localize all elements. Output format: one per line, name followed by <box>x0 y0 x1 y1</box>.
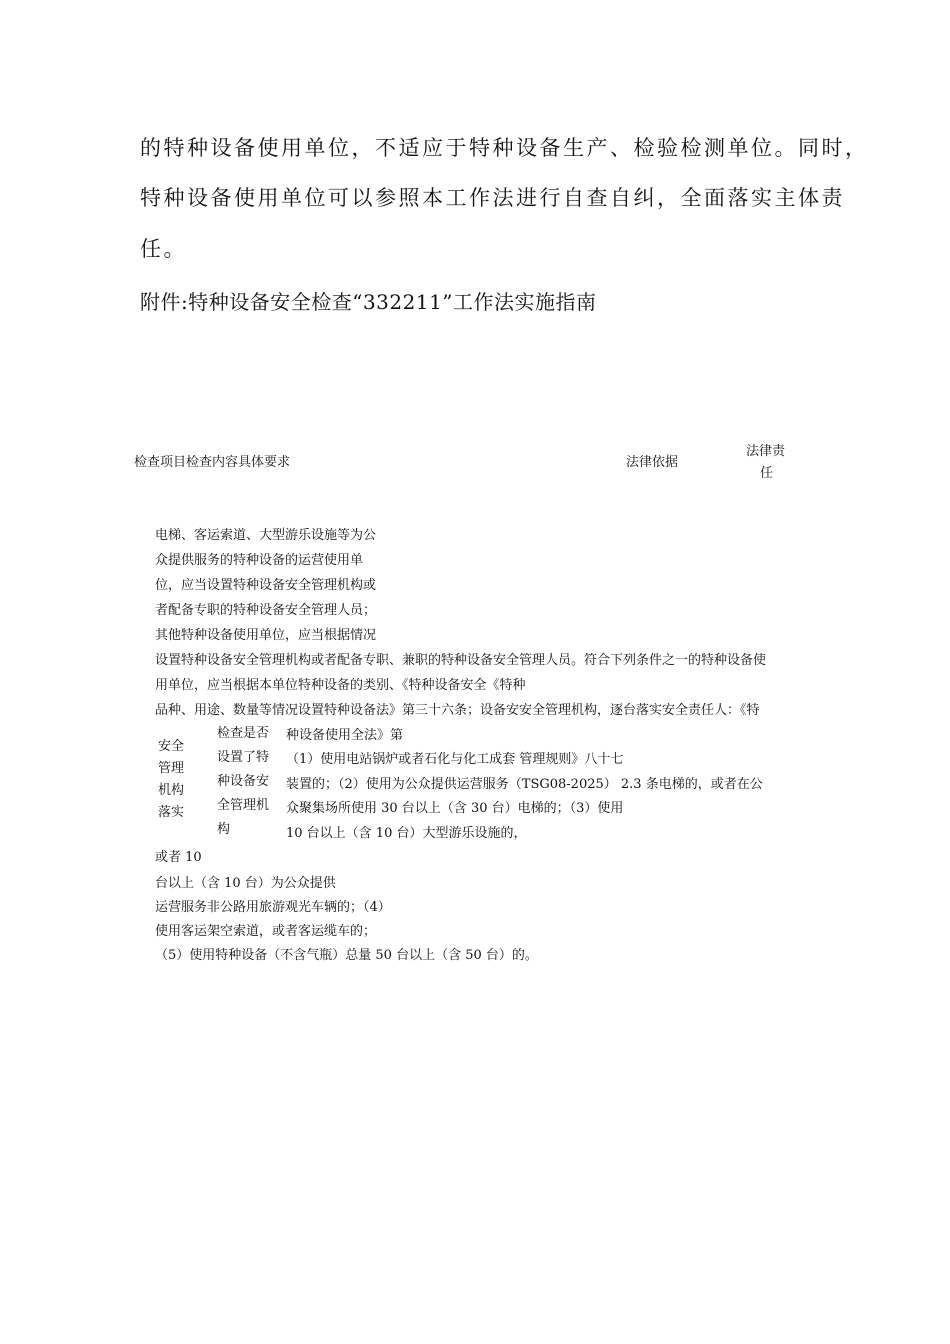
inspection-item-text: 管理 <box>158 761 185 776</box>
inspection-content-text: 构 <box>217 822 231 837</box>
requirement-line-5: 其他特种设备使用单位，应当根据情况 <box>155 628 377 643</box>
requirement-line-3: 位，应当设置特种设备安全管理机构或 <box>155 578 377 593</box>
detail-line-5: 10 台以上（含 10 台）大型游乐设施的， <box>286 826 527 841</box>
table-header-legal-responsibility-2: 任 <box>760 466 774 481</box>
requirement-line-6: 设置特种设备安全管理机构或者配备专职、兼职的特种设备安全管理人员。符合下列条件之一的特种设备使 <box>155 653 767 668</box>
inspection-content-text: 检查是否 <box>217 726 270 741</box>
paragraph-line-3: 任。 <box>140 237 187 261</box>
tail-line-2: 台以上（含 10 台）为公众提供 <box>155 876 336 891</box>
detail-line-3: 装置的；（2）使用为公众提供运营服务（TSG08-2025） 2.3 条电梯的，或者在公 <box>286 777 763 792</box>
inspection-content-text: 设置了特 <box>217 750 270 765</box>
inspection-content-text: 种设备安 <box>217 774 270 789</box>
inspection-item-text: 机构 <box>158 783 185 798</box>
tail-line-3: 运营服务非公路用旅游观光车辆的；（4） <box>155 900 391 915</box>
paragraph-line-2: 特种设备使用单位可以参照本工作法进行自查自纠，全面落实主体责 <box>140 186 845 210</box>
inspection-content-text: 全管理机 <box>217 798 270 813</box>
tail-line-1: 或者 10 <box>155 850 202 865</box>
requirement-line-4: 者配备专职的特种设备安全管理人员； <box>155 603 377 618</box>
table-header-legal-responsibility-1: 法律责 <box>746 444 786 459</box>
attachment-title: 附件:特种设备安全检查“332211”工作法实施指南 <box>140 290 597 314</box>
inspection-item-cell <box>158 736 192 824</box>
inspection-item-text: 安全 <box>158 739 185 754</box>
requirement-line-1: 电梯、客运索道、大型游乐设施等为公 <box>155 528 377 543</box>
detail-line-1: 种设备使用全法》第 <box>286 728 404 743</box>
detail-line-2: （1）使用电站锅炉或者石化与化工成套 管理规则》八十七 <box>286 752 624 767</box>
table-header-items: 检查项目检查内容具体要求 <box>134 455 291 470</box>
tail-line-4: 使用客运架空索道，或者客运缆车的； <box>155 924 377 939</box>
requirement-line-8: 品种、用途、数量等情况设置特种设备法》第三十六条；设备安安全管理机构，逐台落实安全责任人：《特 <box>155 703 760 718</box>
table-header-legal-basis: 法律依据 <box>626 455 679 470</box>
inspection-item-text: 落实 <box>158 805 185 820</box>
requirement-line-7: 用单位，应当根据本单位特种设备的类别、《特种设备安全《特种 <box>155 678 526 693</box>
detail-line-4: 众聚集场所使用 30 台以上（含 30 台）电梯的；（3）使用 <box>286 801 624 816</box>
inspection-content-cell <box>217 722 279 842</box>
paragraph-line-1: 的特种设备使用单位，不适应于特种设备生产、检验检测单位。同时， <box>140 136 869 160</box>
tail-line-5: （5）使用特种设备（不含气瓶）总量 50 台以上（含 50 台）的。 <box>155 948 538 963</box>
requirement-line-2: 众提供服务的特种设备的运营使用单 <box>155 553 364 568</box>
